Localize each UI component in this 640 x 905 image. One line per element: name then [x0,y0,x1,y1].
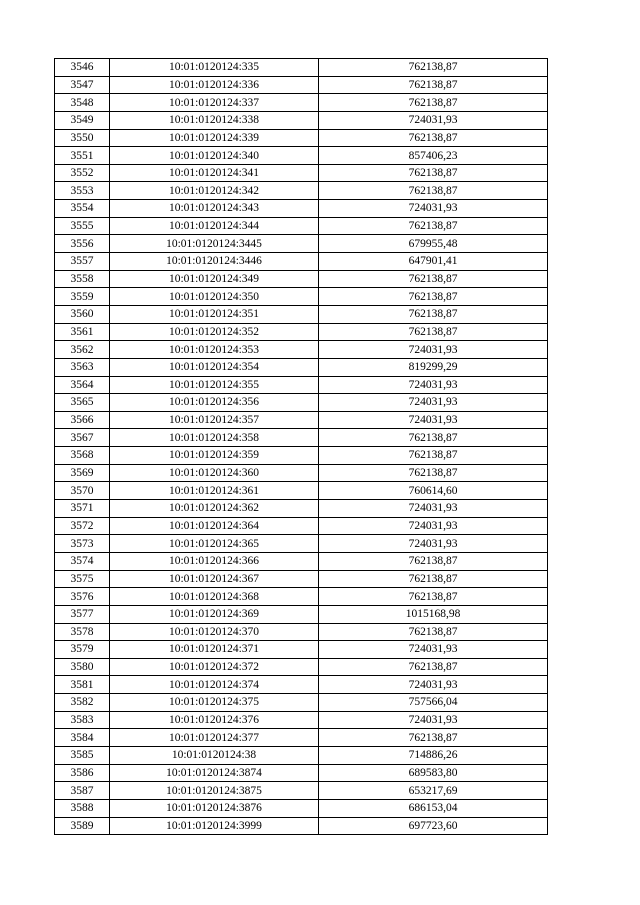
row-number-cell: 3560 [55,305,110,323]
row-number-cell: 3582 [55,694,110,712]
cadastral-number-cell: 10:01:0120124:367 [110,570,319,588]
cadastral-number-cell: 10:01:0120124:358 [110,429,319,447]
cadastral-value-cell: 762138,87 [319,59,548,77]
cadastral-number-cell: 10:01:0120124:342 [110,182,319,200]
cadastral-number-cell: 10:01:0120124:335 [110,59,319,77]
cadastral-number-cell: 10:01:0120124:360 [110,464,319,482]
cadastral-number-cell: 10:01:0120124:338 [110,111,319,129]
cadastral-value-cell: 762138,87 [319,164,548,182]
table-row [55,464,548,482]
table-row [55,305,548,323]
row-number-cell: 3566 [55,411,110,429]
row-number-cell: 3576 [55,588,110,606]
cadastral-number-cell: 10:01:0120124:349 [110,270,319,288]
table-row [55,235,548,253]
table-row [55,358,548,376]
cadastral-value-cell: 762138,87 [319,464,548,482]
table-row [55,147,548,165]
cadastral-value-cell: 697723,60 [319,817,548,835]
row-number-cell: 3584 [55,729,110,747]
table-row [55,288,548,306]
cadastral-number-cell: 10:01:0120124:3445 [110,235,319,253]
cadastral-value-cell: 724031,93 [319,676,548,694]
table-row [55,394,548,412]
cadastral-number-cell: 10:01:0120124:376 [110,711,319,729]
cadastral-number-cell: 10:01:0120124:375 [110,694,319,712]
table-row [55,447,548,465]
table-row [55,164,548,182]
table-row [55,694,548,712]
cadastral-number-cell: 10:01:0120124:3446 [110,253,319,271]
cadastral-number-cell: 10:01:0120124:374 [110,676,319,694]
cadastral-number-cell: 10:01:0120124:3874 [110,764,319,782]
cadastral-value-cell: 762138,87 [319,447,548,465]
row-number-cell: 3553 [55,182,110,200]
cadastral-number-cell: 10:01:0120124:372 [110,658,319,676]
table-row [55,376,548,394]
table-row [55,200,548,218]
table-row [55,253,548,271]
cadastral-number-cell: 10:01:0120124:353 [110,341,319,359]
cadastral-value-cell: 762138,87 [319,623,548,641]
cadastral-number-cell: 10:01:0120124:366 [110,552,319,570]
table-row [55,552,548,570]
cadastral-value-cell: 762138,87 [319,588,548,606]
table-row [55,658,548,676]
cadastral-number-cell: 10:01:0120124:377 [110,729,319,747]
row-number-cell: 3557 [55,253,110,271]
row-number-cell: 3563 [55,358,110,376]
cadastral-value-cell: 762138,87 [319,182,548,200]
table-body [55,59,548,835]
row-number-cell: 3568 [55,447,110,465]
cadastral-number-cell: 10:01:0120124:368 [110,588,319,606]
cadastral-value-cell: 647901,41 [319,253,548,271]
table-row [55,323,548,341]
table-row [55,729,548,747]
table-row [55,764,548,782]
cadastral-value-cell: 857406,23 [319,147,548,165]
table-row [55,217,548,235]
cadastral-value-cell: 724031,93 [319,111,548,129]
cadastral-value-cell: 762138,87 [319,658,548,676]
cadastral-value-cell: 724031,93 [319,535,548,553]
cadastral-value-cell: 724031,93 [319,517,548,535]
cadastral-number-cell: 10:01:0120124:357 [110,411,319,429]
cadastral-number-cell: 10:01:0120124:369 [110,605,319,623]
row-number-cell: 3554 [55,200,110,218]
cadastral-number-cell: 10:01:0120124:362 [110,500,319,518]
cadastral-value-cell: 762138,87 [319,288,548,306]
cadastral-number-cell: 10:01:0120124:350 [110,288,319,306]
table-row [55,429,548,447]
cadastral-value-cell: 762138,87 [319,729,548,747]
table-row [55,482,548,500]
table-row [55,76,548,94]
table-row [55,182,548,200]
row-number-cell: 3583 [55,711,110,729]
table-row [55,605,548,623]
table-row [55,711,548,729]
cadastral-number-cell: 10:01:0120124:359 [110,447,319,465]
table-row [55,746,548,764]
row-number-cell: 3571 [55,500,110,518]
row-number-cell: 3546 [55,59,110,77]
row-number-cell: 3548 [55,94,110,112]
table-row [55,676,548,694]
cadastral-value-cell: 762138,87 [319,270,548,288]
cadastral-value-cell: 724031,93 [319,376,548,394]
cadastral-value-cell: 762138,87 [319,217,548,235]
cadastral-number-cell: 10:01:0120124:356 [110,394,319,412]
row-number-cell: 3555 [55,217,110,235]
cadastral-value-cell: 819299,29 [319,358,548,376]
table-row [55,535,548,553]
cadastral-number-cell: 10:01:0120124:355 [110,376,319,394]
row-number-cell: 3573 [55,535,110,553]
cadastral-number-cell: 10:01:0120124:344 [110,217,319,235]
cadastral-value-cell: 762138,87 [319,323,548,341]
table-row [55,341,548,359]
cadastral-number-cell: 10:01:0120124:370 [110,623,319,641]
cadastral-number-cell: 10:01:0120124:3875 [110,782,319,800]
table-row [55,94,548,112]
row-number-cell: 3549 [55,111,110,129]
cadastral-value-cell: 724031,93 [319,500,548,518]
cadastral-number-cell: 10:01:0120124:38 [110,746,319,764]
cadastral-value-cell: 724031,93 [319,341,548,359]
row-number-cell: 3567 [55,429,110,447]
cadastral-value-cell: 762138,87 [319,76,548,94]
table-row [55,588,548,606]
row-number-cell: 3586 [55,764,110,782]
cadastral-value-cell: 724031,93 [319,711,548,729]
cadastral-value-cell: 724031,93 [319,394,548,412]
cadastral-value-cell: 757566,04 [319,694,548,712]
row-number-cell: 3561 [55,323,110,341]
cadastral-value-cell: 724031,93 [319,200,548,218]
cadastral-value-cell: 724031,93 [319,411,548,429]
row-number-cell: 3574 [55,552,110,570]
row-number-cell: 3570 [55,482,110,500]
row-number-cell: 3581 [55,676,110,694]
table-row [55,641,548,659]
row-number-cell: 3564 [55,376,110,394]
row-number-cell: 3547 [55,76,110,94]
cadastral-value-cell: 1015168,98 [319,605,548,623]
cadastral-number-cell: 10:01:0120124:340 [110,147,319,165]
cadastral-value-cell: 679955,48 [319,235,548,253]
row-number-cell: 3572 [55,517,110,535]
row-number-cell: 3588 [55,799,110,817]
table-row [55,799,548,817]
cadastral-value-cell: 689583,80 [319,764,548,782]
row-number-cell: 3579 [55,641,110,659]
cadastral-value-cell: 760614,60 [319,482,548,500]
cadastral-value-cell: 724031,93 [319,641,548,659]
row-number-cell: 3569 [55,464,110,482]
row-number-cell: 3587 [55,782,110,800]
cadastral-value-cell: 762138,87 [319,429,548,447]
cadastral-number-cell: 10:01:0120124:337 [110,94,319,112]
table-row [55,129,548,147]
table-row [55,623,548,641]
row-number-cell: 3558 [55,270,110,288]
cadastral-value-cell: 762138,87 [319,570,548,588]
cadastral-number-cell: 10:01:0120124:3876 [110,799,319,817]
table-row [55,817,548,835]
table-row [55,270,548,288]
row-number-cell: 3580 [55,658,110,676]
cadastral-number-cell: 10:01:0120124:336 [110,76,319,94]
row-number-cell: 3575 [55,570,110,588]
cadastral-number-cell: 10:01:0120124:351 [110,305,319,323]
cadastral-value-cell: 762138,87 [319,552,548,570]
table-row [55,782,548,800]
cadastral-number-cell: 10:01:0120124:365 [110,535,319,553]
cadastral-value-table [54,58,548,835]
cadastral-number-cell: 10:01:0120124:354 [110,358,319,376]
cadastral-number-cell: 10:01:0120124:3999 [110,817,319,835]
table-row [55,59,548,77]
row-number-cell: 3551 [55,147,110,165]
cadastral-number-cell: 10:01:0120124:352 [110,323,319,341]
cadastral-value-cell: 762138,87 [319,305,548,323]
cadastral-number-cell: 10:01:0120124:341 [110,164,319,182]
cadastral-value-cell: 653217,69 [319,782,548,800]
row-number-cell: 3562 [55,341,110,359]
row-number-cell: 3577 [55,605,110,623]
row-number-cell: 3585 [55,746,110,764]
table-row [55,111,548,129]
row-number-cell: 3550 [55,129,110,147]
row-number-cell: 3578 [55,623,110,641]
cadastral-number-cell: 10:01:0120124:364 [110,517,319,535]
cadastral-value-cell: 762138,87 [319,94,548,112]
row-number-cell: 3552 [55,164,110,182]
cadastral-number-cell: 10:01:0120124:339 [110,129,319,147]
row-number-cell: 3565 [55,394,110,412]
row-number-cell: 3589 [55,817,110,835]
row-number-cell: 3559 [55,288,110,306]
cadastral-value-cell: 714886,26 [319,746,548,764]
cadastral-value-cell: 762138,87 [319,129,548,147]
cadastral-number-cell: 10:01:0120124:361 [110,482,319,500]
cadastral-number-cell: 10:01:0120124:371 [110,641,319,659]
table-row [55,570,548,588]
row-number-cell: 3556 [55,235,110,253]
table-row [55,411,548,429]
cadastral-value-cell: 686153,04 [319,799,548,817]
table-row [55,517,548,535]
table-row [55,500,548,518]
cadastral-number-cell: 10:01:0120124:343 [110,200,319,218]
